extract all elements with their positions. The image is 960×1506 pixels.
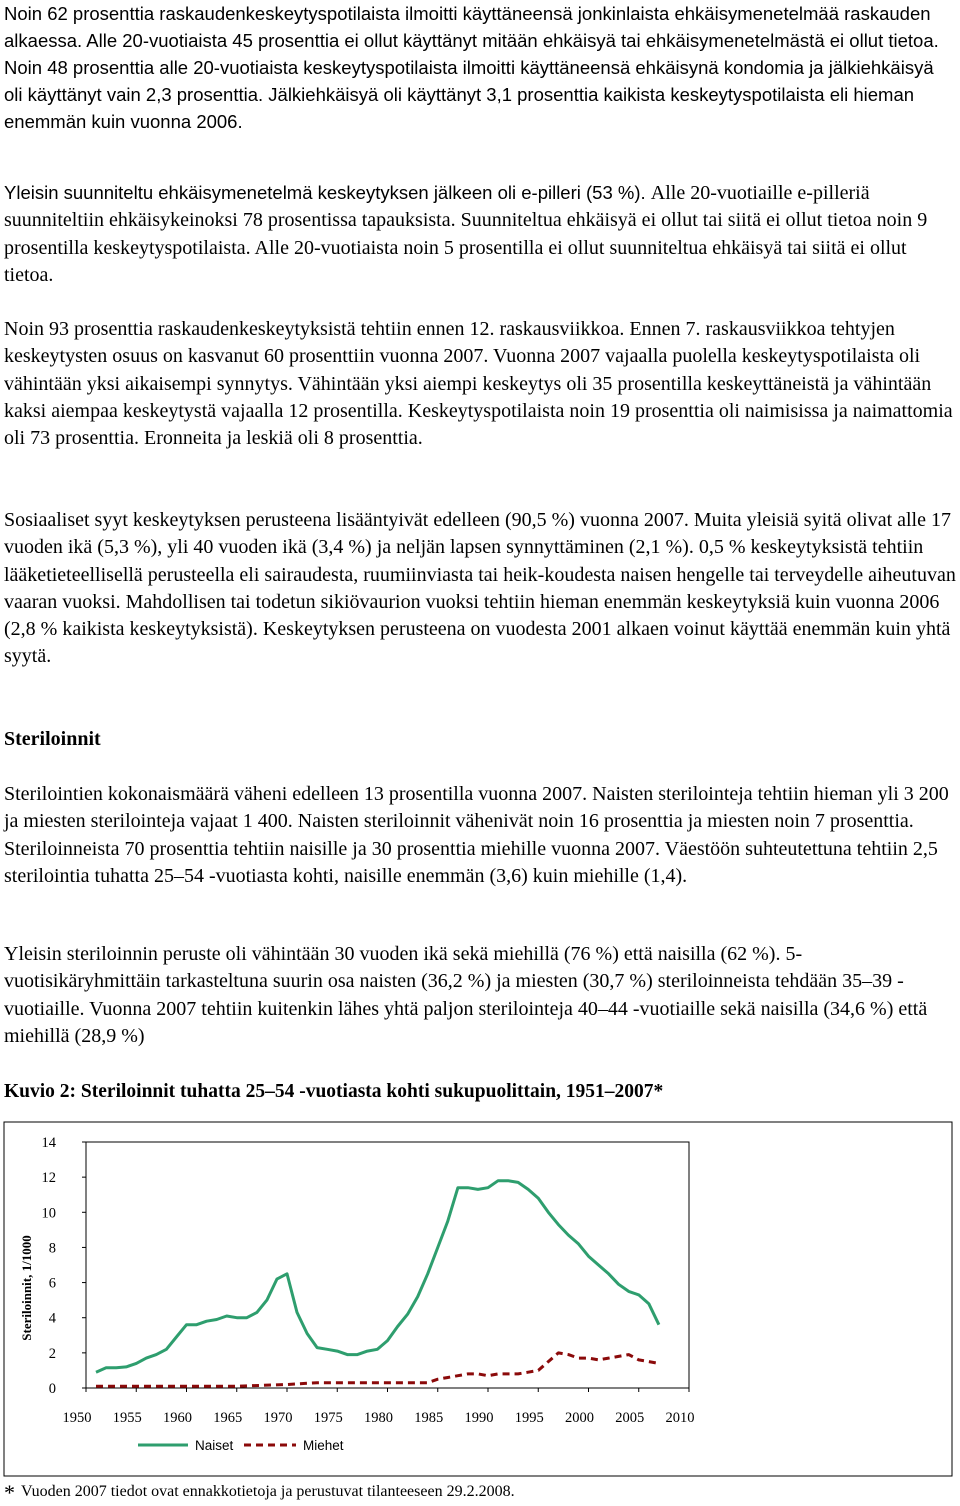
paragraph-planned-contraception-rest: Alle 20-vuotiaille e-pilleriä suunniteltiin ehkäisykeinoksi 78 prosentissa tapauksista. Suunniteltua ehkäisyä ei ollut tai siitä ei ollut tietoa noin 9 prosentilla keskeytyspotilaista. Alle 20-vuotiaista noin 5 prosentilla ei ollut suunniteltua ehkäisyä tai siitä ei ollut tietoa. — [4, 182, 928, 286]
paragraph-planned-contraception-lead: Yleisin suunniteltu ehkäisymenetelmä keskeytyksen jälkeen oli e-pilleri (53 %). — [4, 182, 651, 203]
legend-label-miehet: Miehet — [303, 1438, 344, 1453]
series-line-naiset — [96, 1181, 659, 1373]
paragraph-contraception: Noin 62 prosenttia raskaudenkeskeytyspotilaista ilmoitti käyttäneensä jonkinlaista ehkäisymenetelmää raskauden alkaessa. Alle 20-vuotiaista 45 prosenttia ei ollut käyttänyt mitään ehkäisyä tai ehkäisymenetelmästä ei ollut tietoa. Noin 48 prosenttia alle 20-vuotiaista keskeytyspotilaista ilmoitti käyttäneensä ehkäisynä kondomia ja jälkiehkäisyä oli käyttänyt vain 2,3 prosenttia. Jälkiehkäisyä oli käyttänyt 3,1 prosenttia kaikista keskeytyspotilaista eli hieman enemmän kuin vuonna 2006. — [4, 3, 939, 132]
y-axis-label: Steriloinnit, 1/1000 — [19, 1235, 34, 1341]
x-tick-label: 1960 — [163, 1410, 192, 1426]
x-tick-label: 1975 — [313, 1410, 343, 1426]
y-tick-label: 0 — [48, 1381, 56, 1397]
footnote-text: Vuoden 2007 tiedot ovat ennakkotietoja ja perustuvat tilanteeseen 29.2.2008. — [21, 1483, 515, 1500]
y-tick-label: 8 — [48, 1240, 56, 1257]
x-tick-label: 1955 — [112, 1410, 142, 1426]
legend-label-naiset: Naiset — [195, 1438, 234, 1453]
x-tick-label: 2005 — [615, 1410, 645, 1426]
footnote-mark: * — [4, 1480, 15, 1505]
figure-footnote — [4, 1481, 515, 1504]
y-tick-label: 2 — [48, 1345, 56, 1362]
y-tick-label: 4 — [48, 1310, 56, 1327]
sterilization-line-chart — [0, 1118, 960, 1480]
paragraph-planned-contraception — [4, 179, 956, 289]
x-tick-label: 1950 — [62, 1410, 92, 1426]
x-tick-label: 1990 — [464, 1410, 494, 1426]
x-tick-label: 1985 — [414, 1410, 444, 1426]
y-tick-label: 6 — [48, 1275, 56, 1292]
y-tick-label: 12 — [41, 1170, 56, 1187]
x-tick-label: 1995 — [514, 1410, 544, 1426]
series-line-miehet — [96, 1353, 659, 1386]
paragraph-gestation-weeks: Noin 93 prosenttia raskaudenkeskeytyksistä tehtiin ennen 12. raskausviikkoa. Ennen 7. raskausviikkoa tehtyjen keskeytysten osuus on kasvanut 60 prosenttiin vuonna 2007. Vuonna 2007 vajaalla puolella keskeytyspotilaista oli vähintään yksi aikaisempi synnytys. Vähintään yksi aiempi keskeytys oli 35 prosentilla keskeyttäneistä ja vähintään kaksi aiempaa keskeytystä vajaalla 12 prosentilla. Keskeytyspotilaista noin 19 prosenttia oli naimisissa ja naimattomia oli 73 prosenttia. Eronneita ja leskiä oli 8 prosenttia. — [4, 318, 953, 450]
x-tick-label: 2000 — [565, 1410, 594, 1426]
paragraph-sterilization-grounds: Yleisin steriloinnin peruste oli vähintään 30 vuoden ikä sekä miehillä (76 %) että naisilla (62 %). 5-vuotisikäryhmittäin tarkasteltuna suurin osa naisten (36,2 %) ja miesten (30,7 %) steriloinneista tehdään 35–39 -vuotiaille. Vuonna 2007 tehtiin kuitenkin lähes yhtä paljon sterilointeja 40–44 -vuotiaille sekä naisilla (34,6 %) että miehillä (28,9 %) — [4, 943, 928, 1047]
x-tick-label: 1980 — [364, 1410, 393, 1426]
paragraph-grounds: Sosiaaliset syyt keskeytyksen perusteena lisääntyivät edelleen (90,5 %) vuonna 2007. Muita yleisiä syitä olivat alle 17 vuoden ikä (5,3 %), yli 40 vuoden ikä (3,4 %) ja neljän lapsen synnyttäminen (2,1 %). 0,5 % keskeytyksistä tehtiin lääketieteellisellä perusteella eli sairaudesta, ruumiinviasta tai heik-koudesta naisen hengelle tai terveydelle aiheutuvan vaaran vuoksi. Mahdollisen tai todetun sikiövaurion vuoksi tehtiin hieman enemmän keskeytyksiä kuin vuonna 2006 (2,8 % kaikista keskeytyksistä). Keskeytyksen perusteena on vuodesta 2001 alkaen voinut käyttää enemmän kuin yhtä syytä. — [4, 509, 956, 668]
paragraph-sterilization-totals: Sterilointien kokonaismäärä väheni edelleen 13 prosentilla vuonna 2007. Naisten sterilointeja tehtiin hieman yli 3 200 ja miesten sterilointeja vajaat 1 400. Naisten steriloinnit vähenivät noin 16 prosenttia ja miesten noin 7 prosenttia. Steriloinneista 70 prosenttia tehtiin naisille ja 30 prosenttia miehille vuonna 2007. Väestöön suhteutettuna tehtiin 2,5 sterilointia tuhatta 25–54 -vuotiasta kohti, naisille enemmän (3,6) kuin miehille (1,4). — [4, 783, 949, 887]
y-tick-label: 14 — [41, 1135, 56, 1151]
y-tick-label: 10 — [41, 1205, 56, 1222]
section-heading-steriloinnit: Steriloinnit — [4, 728, 101, 750]
x-tick-label: 2010 — [665, 1410, 695, 1426]
x-tick-label: 1970 — [263, 1410, 293, 1426]
x-tick-label: 1965 — [213, 1410, 243, 1426]
figure-caption: Kuvio 2: Steriloinnit tuhatta 25–54 -vuotiasta kohti sukupuolittain, 1951–2007* — [4, 1081, 664, 1102]
